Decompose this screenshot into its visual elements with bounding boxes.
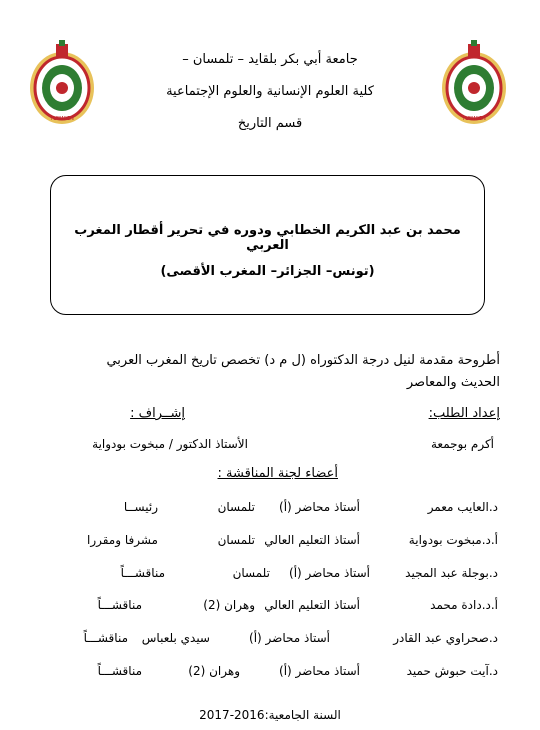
member-university: وهران (2) [188, 664, 240, 678]
university-name: جامعة أبي بكر بلقايد – تلمسان – [182, 52, 358, 67]
member-role: مناقشـــاً [97, 598, 142, 612]
student-name: أكرم بوجمعة [430, 437, 494, 451]
member-role: مشرفا ومقررا [86, 533, 158, 547]
member-name: د.بوجلة عبد المجيد [405, 566, 498, 580]
university-seal-left [28, 40, 96, 126]
member-name: د.آيت حبوش حميد [406, 664, 498, 678]
seal-text: TLEMCEN [462, 116, 486, 122]
member-university: تلمسان [232, 566, 270, 580]
member-rank: أستاذ محاضر (أ) [249, 631, 330, 645]
member-rank: أستاذ التعليم العالي [264, 598, 360, 612]
academic-year: السنة الجامعية:2016-2017 [199, 708, 341, 722]
thesis-description: أطروحة مقدمة لنيل درجة الدكتوراه (ل م د) تخصص تاريخ المغرب العربي [106, 353, 500, 368]
member-university: تلمسان [217, 533, 255, 547]
prepared-by-label: إعداد الطلب: [428, 406, 500, 421]
member-name: د.صحراوي عبد القادر [393, 631, 498, 645]
thesis-title: محمد بن عبد الكريم الخطابي ودوره في تحرير أقطار المغرب العربي [74, 223, 461, 253]
department-name: قسم التاريخ [237, 116, 303, 131]
thesis-title-box [50, 175, 485, 315]
member-university: سيدي بلعباس [141, 631, 210, 645]
supervisor-name: الأستاذ الدكتور / مبخوت بودواية [92, 437, 248, 451]
member-rank: أستاذ محاضر (أ) [279, 500, 360, 514]
supervision-label: إشــراف : [130, 406, 185, 421]
member-role: رئيســا [123, 500, 158, 514]
member-rank: أستاذ التعليم العالي [264, 533, 360, 547]
member-name: د.العايب معمر [427, 500, 498, 514]
faculty-name: كلية العلوم الإنسانية والعلوم الإجتماعية [166, 84, 374, 99]
thesis-subtitle: (تونس– الجزائر– المغرب الأقصى) [160, 264, 375, 279]
member-role: مناقشـــاً [83, 631, 128, 645]
member-role: مناقشـــاً [120, 566, 165, 580]
thesis-specialty: الحديث والمعاصر [406, 375, 500, 390]
seal-text: TLEMCEN [50, 116, 74, 122]
member-role: مناقشـــاً [97, 664, 142, 678]
member-rank: أستاذ محاضر (أ) [289, 566, 370, 580]
member-university: تلمسان [217, 500, 255, 514]
member-rank: أستاذ محاضر (أ) [279, 664, 360, 678]
member-university: وهران (2) [203, 598, 255, 612]
member-name: أ.د.مبخوت بودواية [408, 533, 498, 547]
member-name: أ.د.دادة محمد [430, 598, 498, 612]
university-seal-right [440, 40, 508, 126]
committee-label: أعضاء لجنة المناقشة : [217, 466, 338, 481]
